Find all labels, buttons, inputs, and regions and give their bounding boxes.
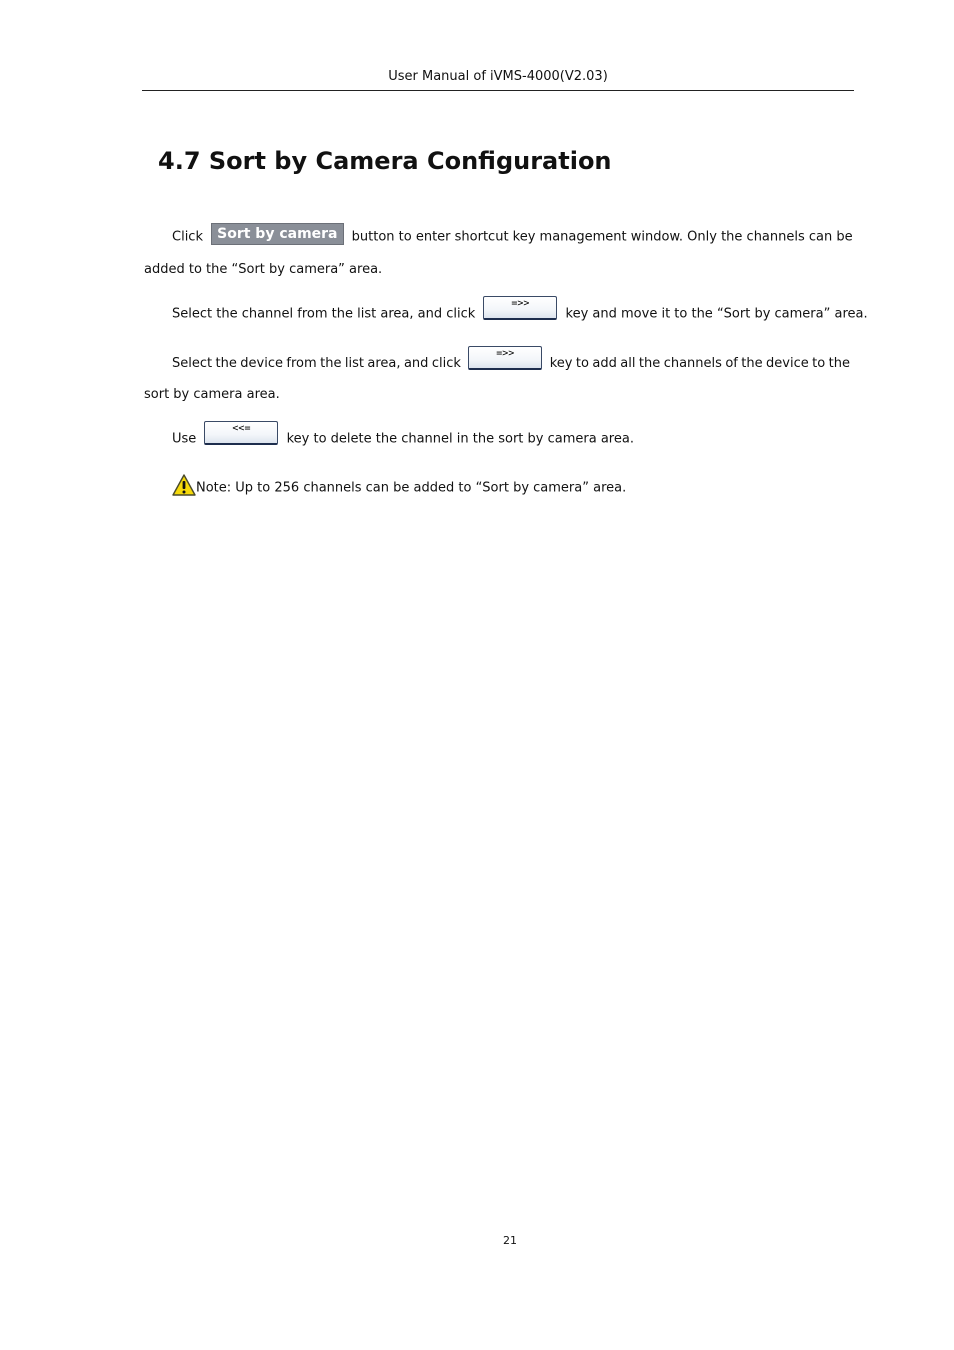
- paragraph-1-line-2: added to the “Sort by camera” area.: [144, 262, 383, 277]
- p3-word: device: [240, 356, 283, 371]
- p3-word: Select: [172, 356, 213, 371]
- p2-prefix: Select the channel from the list area, and click: [172, 306, 476, 322]
- p3-word: the: [215, 356, 237, 371]
- p4-suffix: key to delete the channel in the sort by camera area.: [286, 431, 634, 447]
- paragraph-3-line-2: sort by camera area.: [144, 387, 280, 402]
- paragraph-2: [172, 298, 868, 326]
- paragraph-3-line-1: [172, 348, 850, 376]
- note-text: Note: Up to 256 channels can be added to “Sort by camera” area.: [196, 480, 627, 496]
- p3-word: all: [620, 356, 636, 371]
- add-channel-key-image: =>>: [483, 296, 557, 320]
- p3-word: list: [344, 356, 364, 371]
- p3-word: from: [286, 356, 317, 371]
- section-title: 4.7 Sort by Camera Configuration: [158, 147, 612, 175]
- p3-word: and: [403, 356, 429, 371]
- paragraph-4: [172, 423, 634, 451]
- p3-word: the: [638, 356, 661, 371]
- p1-prefix: Click: [172, 229, 203, 245]
- p3-word: the: [320, 356, 342, 371]
- p3-word: to: [575, 356, 589, 371]
- p3-word: area,: [367, 356, 401, 371]
- p3-word: click: [431, 356, 461, 371]
- p3-word: channels: [663, 356, 722, 371]
- header-title: User Manual of iVMS-4000(V2.03): [388, 69, 608, 84]
- p4-prefix: Use: [172, 431, 197, 447]
- note: [172, 477, 626, 499]
- warning-icon: [172, 474, 196, 496]
- p3-word: device: [766, 356, 809, 371]
- p3-word: of: [725, 356, 738, 371]
- add-device-key-image: =>>: [468, 346, 542, 370]
- p3-word: the: [828, 356, 850, 371]
- paragraph-1-line-1: [172, 226, 853, 248]
- sort-by-camera-button-image: Sort by camera: [211, 223, 343, 245]
- remove-channel-key-image: <<=: [204, 421, 278, 445]
- p3-word: to: [812, 356, 826, 371]
- p3-word: add: [592, 356, 617, 371]
- p1-suffix: button to enter shortcut key management window. Only the channels can be: [351, 229, 853, 245]
- header-divider: [142, 90, 854, 91]
- p3-word: the: [741, 356, 763, 371]
- page-number: 21: [503, 1234, 517, 1247]
- p2-suffix: key and move it to the “Sort by camera” area.: [565, 306, 868, 322]
- p3-word: key: [549, 356, 573, 371]
